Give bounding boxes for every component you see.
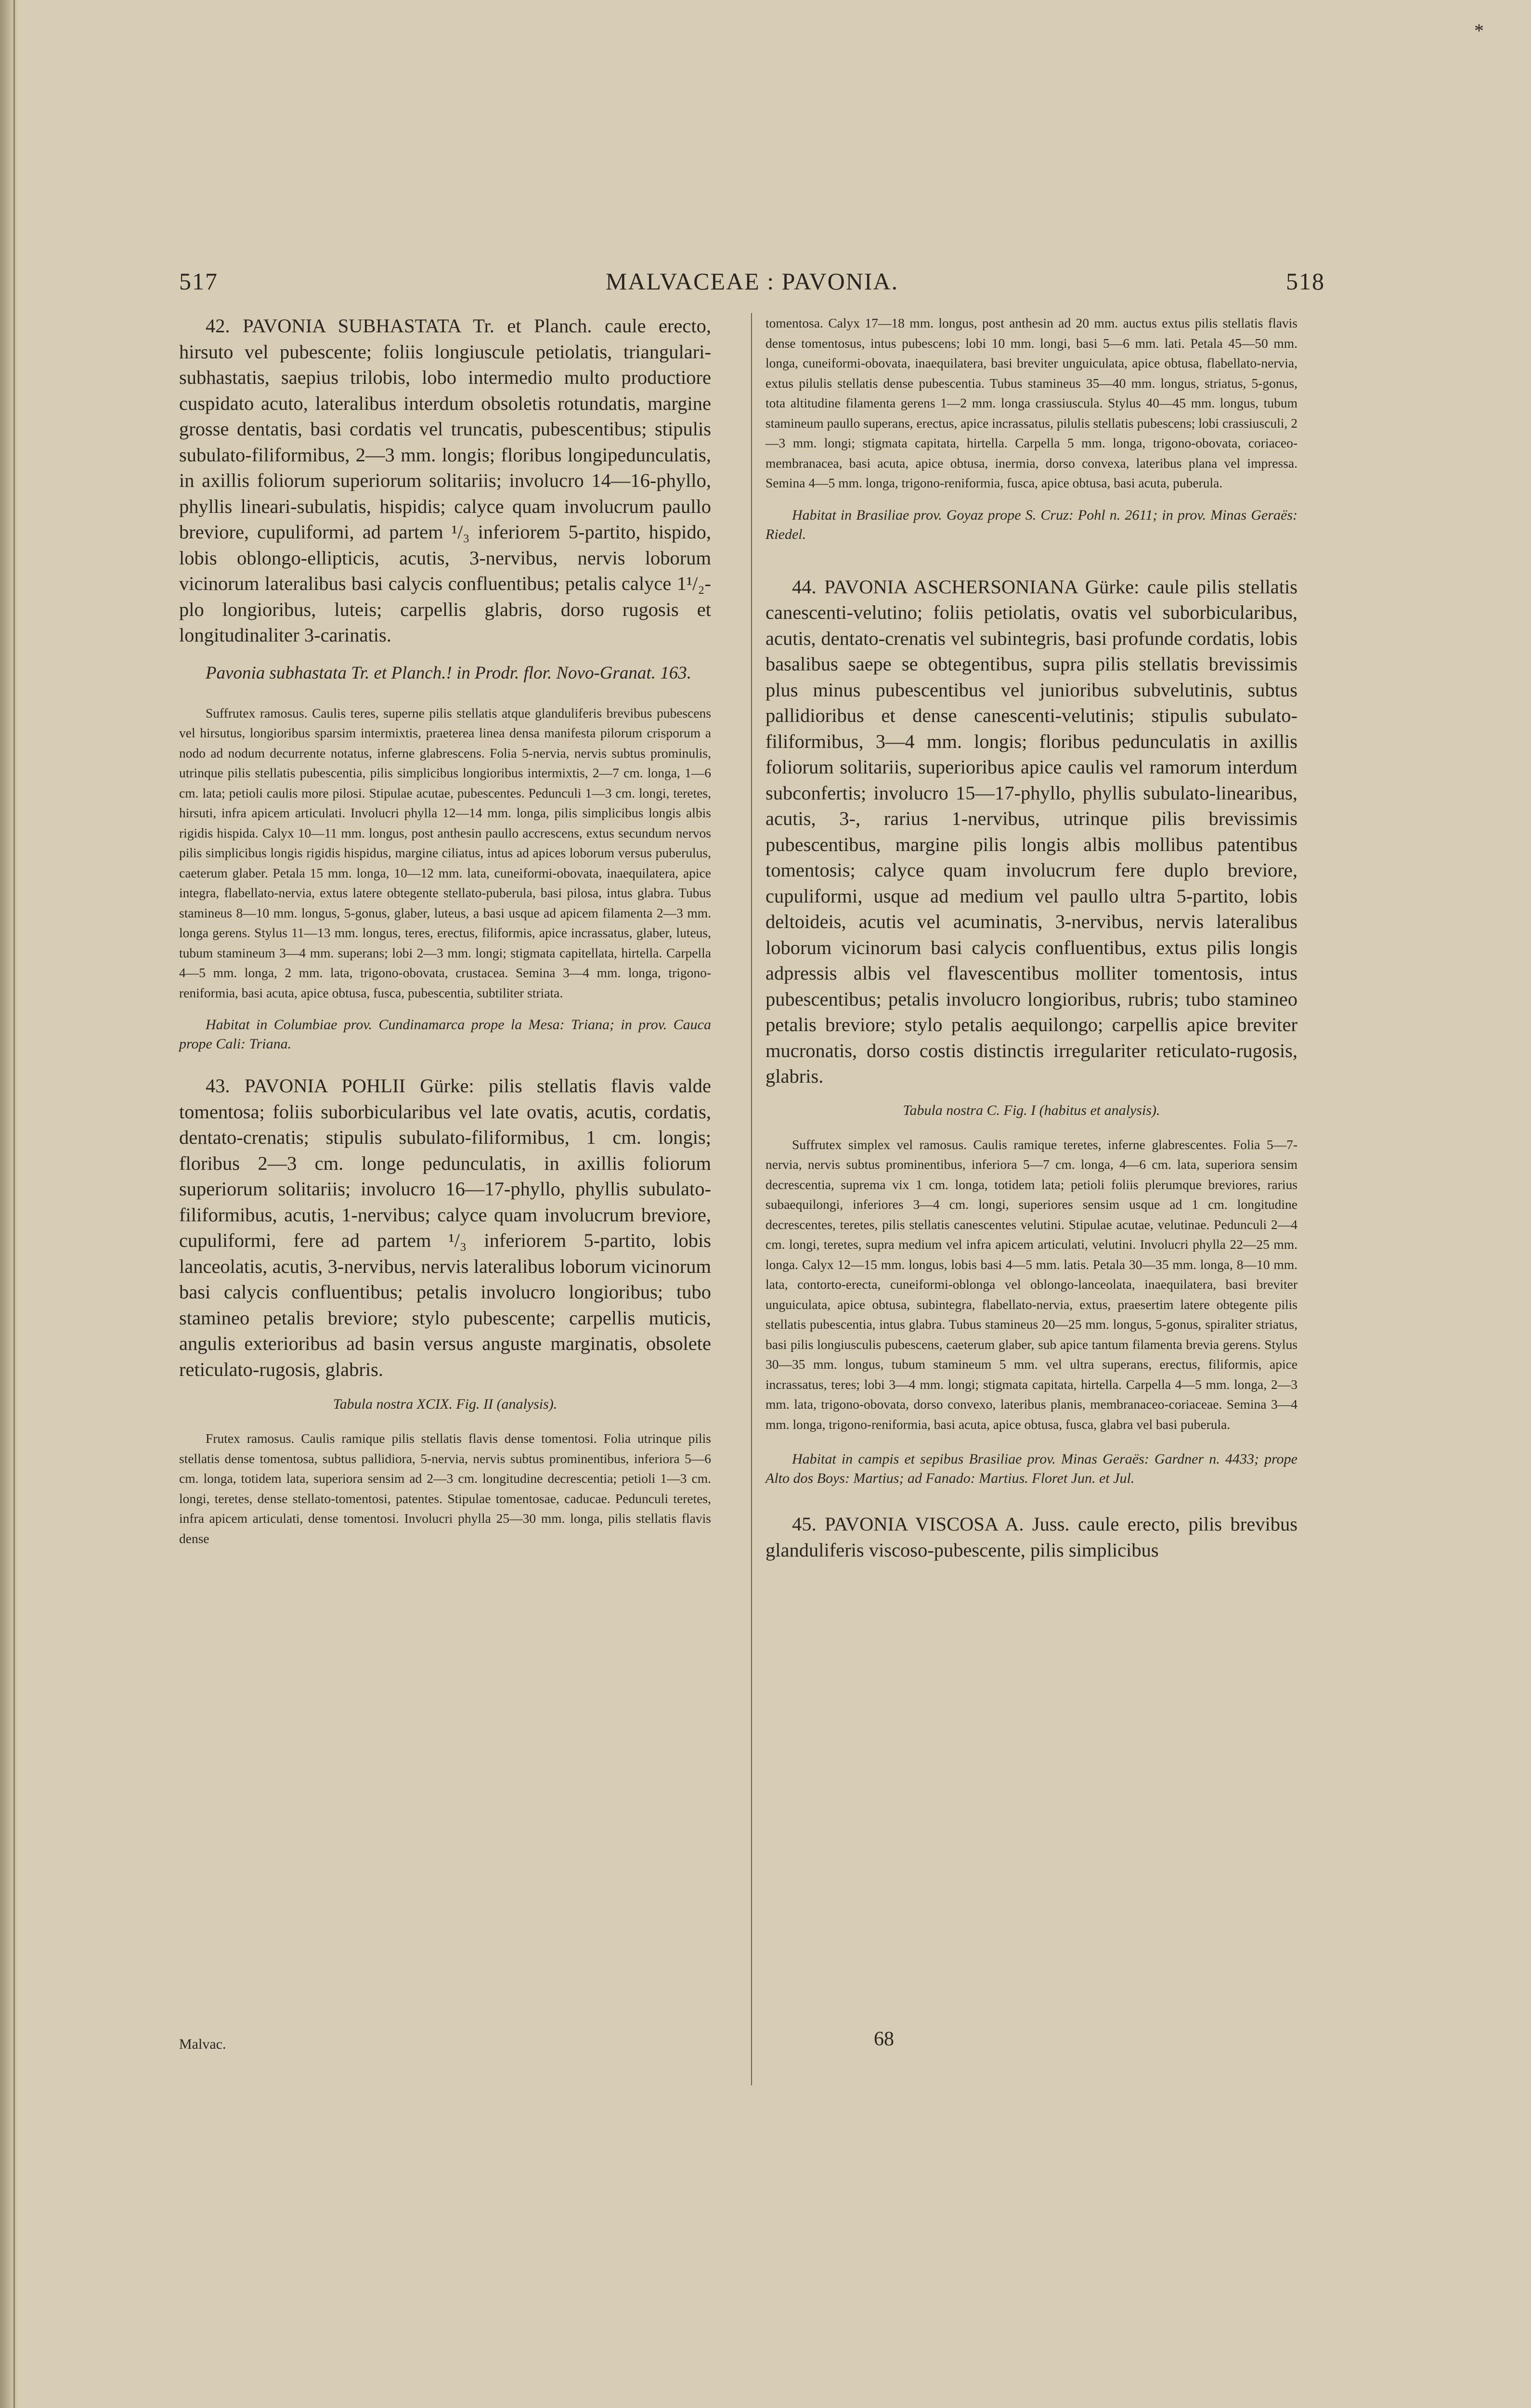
column-divider	[751, 313, 752, 2085]
page-number-left: 517	[179, 268, 218, 295]
species-43-description: 43. PAVONIA POHLII Gürke: pilis stellatis flavis valde tomentosa; foliis suborbicularibus vel late ovatis, acutis, cordatis, dentato-crenatis; stipulis subulato-filiformibus, 1 cm. longis; floribus 2—3 cm. longe pedunculatis, in axillis foliorum superiorum solitariis; involucro 16—17-phyllo, phyllis subulato-filiformibus, acutis, 1-nervibus; calyce quam involucrum breviore, cupuliformi, fere ad partem ¹/₃ inferiorem 5-partito, lobis lanceolatis, acutis, 3-nervibus, nervis lateralibus loborum vicinorum basi calycis confluentibus; petalis involucro longioribus; tubo stamineo petalis breviore; stylo pubescente; carpellis muticis, angulis exterioribus ad basin versus anguste marginatis, obsolete reticulato-rugosis, glabris.	[179, 1075, 711, 1380]
species-42-description: 42. PAVONIA SUBHASTATA Tr. et Planch. caule erecto, hirsuto vel pubescente; foliis longiuscule petiolatis, triangulari-subhastatis, saepius trilobis, lobo intermedio multo productiore cuspidato acuto, lateralibus interdum obsoletis rotundatis, margine grosse dentatis, basi cordatis vel truncatis, pubescentibus; stipulis subulato-filiformibus, 2—3 mm. longis; floribus longipedunculatis, in axillis foliorum superiorum solitariis; involucro 14—16-phyllo, phyllis lineari-subulatis, hispidis; calyce quam involucrum paullo breviore, cupuliformi, ad partem ¹/₃ inferiorem 5-partito, hispido, lobis oblongo-ellipticis, acutis, 3-nervibus, nervis loborum vicinorum lateralibus basi calycis confluentibus; petalis calyce 1¹/₂-plo longioribus, luteis; carpellis glabris, dorso rugosis et longitudinaliter 3-carinatis.	[179, 315, 711, 646]
species-44-details: Suffrutex simplex vel ramosus. Caulis ramique teretes, inferne glabrescentes. Folia 5—7-nervia, nervis subtus prominentibus, inferiora 5—7 cm. longa, 4—6 cm. lata, superiora sensim decrescentia, suprema vix 1 cm. longa, totidem lata; petioli foliis plerumque breviores, rarius subaequilongi, inferiores 3—4 cm. longi, superiores sensim usque ad 1 cm. longitudine decrescentes, teretes, pilis stellatis canescentes velutini. Stipulae acutae, velutinae. Pedunculi 2—4 cm. longi, teretes, supra medium vel infra apicem articulati, velutini. Involucri phylla 22—25 mm. longa. Calyx 12—15 mm. longus, lobis basi 4—5 mm. latis. Petala 30—35 mm. longa, 8—10 mm. lata, contorto-erecta, cuneiformi-oblonga vel oblongo-lanceolata, inaequilatera, basi breviter unguiculata, apice obtusa, subintegra, flabellato-nervia, extus, praesertim latere obtegente pilis stellatis pubescentia, intus glabra. Tubus stamineus 20—25 mm. longus, 5-gonus, spiraliter striatus, basi pilis longiusculis pubescens, caeterum glaber, sub apice tantum filamenta brevia gerens. Stylus 30—35 mm. longus, tubum stamineum 5 mm. vel ultra superans, erectus, filiformis, apice incrassatus, teres; lobi 3—4 mm. longi; stigmata capitata, hirtella. Carpella 4—5 mm. longa, 2—3 mm. lata, trigono-obovata, dorso convexo, lateribus planis, membranaceo-coriaceae. Semina 3—4 mm. longa, trigono-reniformia, basi acuta, apice obtusa, fusca, glabra vel basi puberula.	[766, 1137, 1297, 1432]
species-42-citation: Pavonia subhastata Tr. et Planch.! in Prodr. flor. Novo-Granat. 163.	[206, 663, 691, 683]
species-42-details: Suffrutex ramosus. Caulis teres, superne pilis stellatis atque glanduliferis brevibus pubescens vel hirsutus, longioribus sparsim intermixtis, praeterea linea densa manifesta pilorum crisporum a nodo ad nodum decurrente notatus, inferne glabrescens. Folia 5-nervia, nervis subtus prominulis, utrinque pilis stellatis pubescentia, pilis simplicibus longioribus intermixtis, 2—7 cm. longa, 1—6 cm. lata; petioli caulis more pilosi. Stipulae acutae, pubescentes. Pedunculi 1—3 cm. longi, teretes, hirsuti, infra apicem articulati. Involucri phylla 12—14 mm. longa, pilis simplicibus longis albis rigidis hispida. Calyx 10—11 mm. longus, post anthesin paullo accrescens, extus secundum nervos pilis simplicibus longis rigidis hispidus, margine ciliatus, intus ad apices loborum versus puberulus, caeterum glaber. Petala 15 mm. longa, 10—12 mm. lata, cuneiformi-obovata, inaequilatera, apice integra, flabellato-nervia, extus latere obtegente stellato-puberula, basi pilosa, intus glabra. Tubus stamineus 8—10 mm. longus, 5-gonus, glaber, luteus, a basi usque ad apicem filamenta 2—3 mm. longa gerens. Stylus 11—13 mm. longus, teres, erectus, filiformis, apice incrassatus, glaber, luteus, tubum stamineum 3—4 mm. superans; lobi 2—3 mm. longi; stigmata capitellata, hirtella. Carpella 4—5 mm. longa, 2 mm. lata, trigono-obovata, crustacea. Semina 3—4 mm. longa, trigono-reniformia, basi acuta, apice obtusa, fusca, pubescentia, subtiliter striata.	[179, 705, 711, 1000]
species-42-habitat: Habitat in Columbiae prov. Cundinamarca prope la Mesa: Triana; in prov. Cauca prope Cali: Triana.	[179, 1017, 711, 1052]
footer-signature-label: Malvac.	[179, 2036, 226, 2052]
left-column	[179, 313, 711, 1548]
species-44-habitat: Habitat in campis et sepibus Brasiliae prov. Minas Geraës: Gardner n. 4433; prope Alto dos Boys: Martius; ad Fanado: Martius. Floret Jun. et Jul.	[766, 1451, 1297, 1486]
species-44-description: 44. PAVONIA ASCHERSONIANA Gürke: caule pilis stellatis canescenti-velutino; foliis petiolatis, ovatis vel suborbicularibus, acutis, dentato-crenatis vel subintegris, basi profunde cordatis, lobis basalibus saepe se obtegentibus, supra pilis stellatis brevissimis plus minus pubescentibus vel junioribus subvelutinis, subtus pallidioribus et dense canescenti-velutinis; stipulis subulato-filiformibus, 3—4 mm. longis; floribus pedunculatis in axillis foliorum solitariis, superioribus apice caulis vel ramorum interdum subconfertis; involucro 15—17-phyllo, phyllis subulato-linearibus, acutis, 3-, rarius 1-nervibus, utrinque pilis brevissimis pubescentibus, margine pilis longis albis mollibus patentibus tomentosis; calyce quam involucrum fere duplo breviore, cupuliformi, usque ad medium vel paullo ultra 5-partito, lobis deltoideis, acutis vel acuminatis, 3-nervibus, nervis lateralibus loborum vicinorum basi calycis confluentibus, extus pilis longis adpressis albis vel flavescentibus molliter tomentosis, intus pubescentibus; petalis involucro longioribus, rubris; tubo stamineo petalis breviore; stylo petalis aequilongo; carpellis apice breviter mucronatis, dorso costis distinctis irregulariter reticulato-rugosis, glabris.	[766, 576, 1297, 1087]
species-45-description: 45. PAVONIA VISCOSA A. Juss. caule erecto, pilis brevibus glanduliferis viscoso-pubescente, pilis simplicibus	[766, 1513, 1297, 1561]
binding-fold-line	[13, 0, 15, 2408]
corner-mark: *	[1474, 20, 1484, 41]
page-binding-shadow	[0, 0, 19, 2408]
page-number-right: 518	[1286, 268, 1325, 295]
species-43-habitat: Habitat in Brasiliae prov. Goyaz prope S. Cruz: Pohl n. 2611; in prov. Minas Geraës: Riedel.	[766, 507, 1297, 542]
sheet-signature-number: 68	[874, 2028, 894, 2050]
species-43-details: Frutex ramosus. Caulis ramique pilis stellatis flavis dense tomentosi. Folia utrinque pilis stellatis dense tomentosa, subtus pallidiora, 5-nervia, nervis subtus prominentibus, inferiora 5—6 cm. longa, totidem lata, superiora sensim ad 2—3 cm. longitudine decrescentia; petioli 1—3 cm. longi, teretes, dense stellato-tomentosi, patentes. Stipulae tomentosae, caducae. Pedunculi teretes, infra apicem articulati, dense tomentosi. Involucri phylla 25—30 mm. longa, pilis stellatis flavis dense	[179, 1431, 711, 1546]
species-43-details-continued: tomentosa. Calyx 17—18 mm. longus, post anthesin ad 20 mm. auctus extus pilis stellatis flavis dense tomentosus, intus pubescens; lobi 10 mm. longi, basi 5—6 mm. lati. Petala 45—50 mm. longa, cuneiformi-obovata, inaequilatera, basi breviter unguiculata, apice obtusa, flabellato-nervia, extus pilulis stellatis dense pubescentia. Tubus stamineus 35—40 mm. longus, striatus, 5-gonus, tota altitudine filamenta gerens 1—2 mm. longa crassiuscula. Stylus 40—45 mm. longus, tubum stamineum paullo superans, erectus, apice incrassatus, pilulis stellatis pubescens; lobi crassiusculi, 2—3 mm. longi; stigmata capitata, hirtella. Carpella 5 mm. longa, trigono-obovata, coriaceo-membranacea, basi acuta, apice obtusa, inermia, dorso convexa, lateribus plana vel impressa. Semina 4—5 mm. longa, trigono-reniformia, fusca, apice obtusa, basi acuta, puberula.	[766, 315, 1297, 490]
species-43-plate: Tabula nostra XCIX. Fig. II (analysis).	[333, 1396, 558, 1412]
species-44-plate: Tabula nostra C. Fig. I (habitus et analysis).	[903, 1102, 1160, 1118]
running-header	[179, 267, 1325, 301]
running-title: MALVACEAE : PAVONIA.	[605, 268, 899, 295]
right-column	[766, 313, 1297, 1563]
